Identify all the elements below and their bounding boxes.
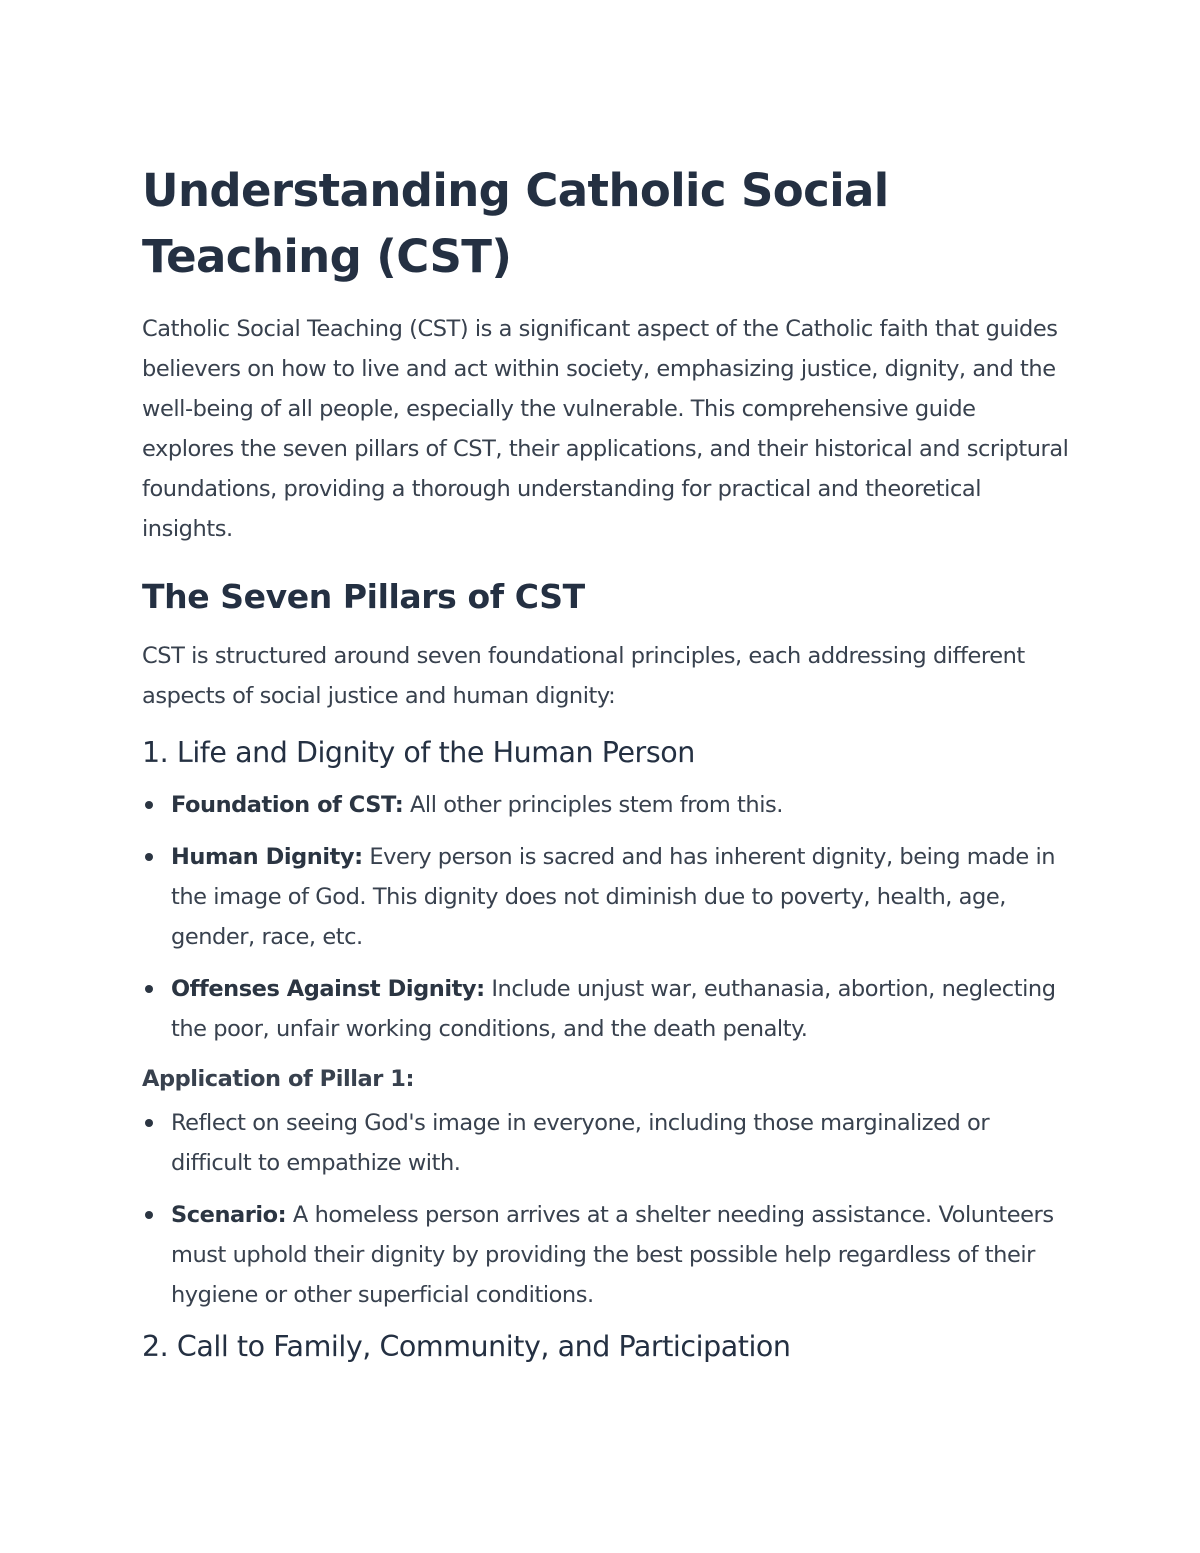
list-item [142,1103,1072,1183]
list-item-text: Every person is sacred and has inherent dignity, being made in the image of God. This dignity does not diminish due to poverty, health, age, gender, race, etc. [171,844,1056,950]
bullet-icon [145,1119,153,1127]
list-item-term: Foundation of CST: [171,792,404,818]
list-item-text: Reflect on seeing God's image in everyone, including those marginalized or difficult to empathize with. [171,1110,990,1176]
intro-paragraph: Catholic Social Teaching (CST) is a significant aspect of the Catholic faith that guides believers on how to live and act within society, emphasizing justice, dignity, and the well-being of all people, especially the vulnerable. This comprehensive guide explores the seven pillars of CST, their applications, and their historical and scriptural foundations, providing a thorough understanding for practical and theoretical insights. [142,316,1069,542]
list-item-text: All other principles stem from this. [403,792,783,818]
document-page [142,158,1072,1367]
list-item [142,969,1072,1049]
list-item-term: Offenses Against Dignity: [171,976,485,1002]
application-label: Application of Pillar 1: [142,1066,415,1092]
list-item [142,1195,1072,1315]
document-title: Understanding Catholic Social Teaching (CST) [142,164,889,283]
list-item-term: Human Dignity: [171,844,363,870]
bullet-icon [145,985,153,993]
bullet-icon [145,853,153,861]
list-item-text: Include unjust war, euthanasia, abortion, neglecting the poor, unfair working conditions, and the death penalty. [171,976,1056,1042]
pillar-1-heading: 1. Life and Dignity of the Human Person [142,736,695,769]
list-item-term: Scenario: [171,1202,287,1228]
pillar-2-heading: 2. Call to Family, Community, and Participation [142,1330,791,1363]
bullet-icon [145,1211,153,1219]
pillar-1-list [142,785,1072,1049]
section-lead-paragraph: CST is structured around seven foundational principles, each addressing different aspects of social justice and human dignity: [142,643,1025,709]
list-item [142,837,1072,957]
bullet-icon [145,801,153,809]
list-item [142,785,1072,825]
list-item-text: A homeless person arrives at a shelter needing assistance. Volunteers must uphold their dignity by providing the best possible help regardless of their hygiene or other superficial conditions. [171,1202,1054,1308]
application-list [142,1103,1072,1315]
section-heading: The Seven Pillars of CST [142,577,585,616]
